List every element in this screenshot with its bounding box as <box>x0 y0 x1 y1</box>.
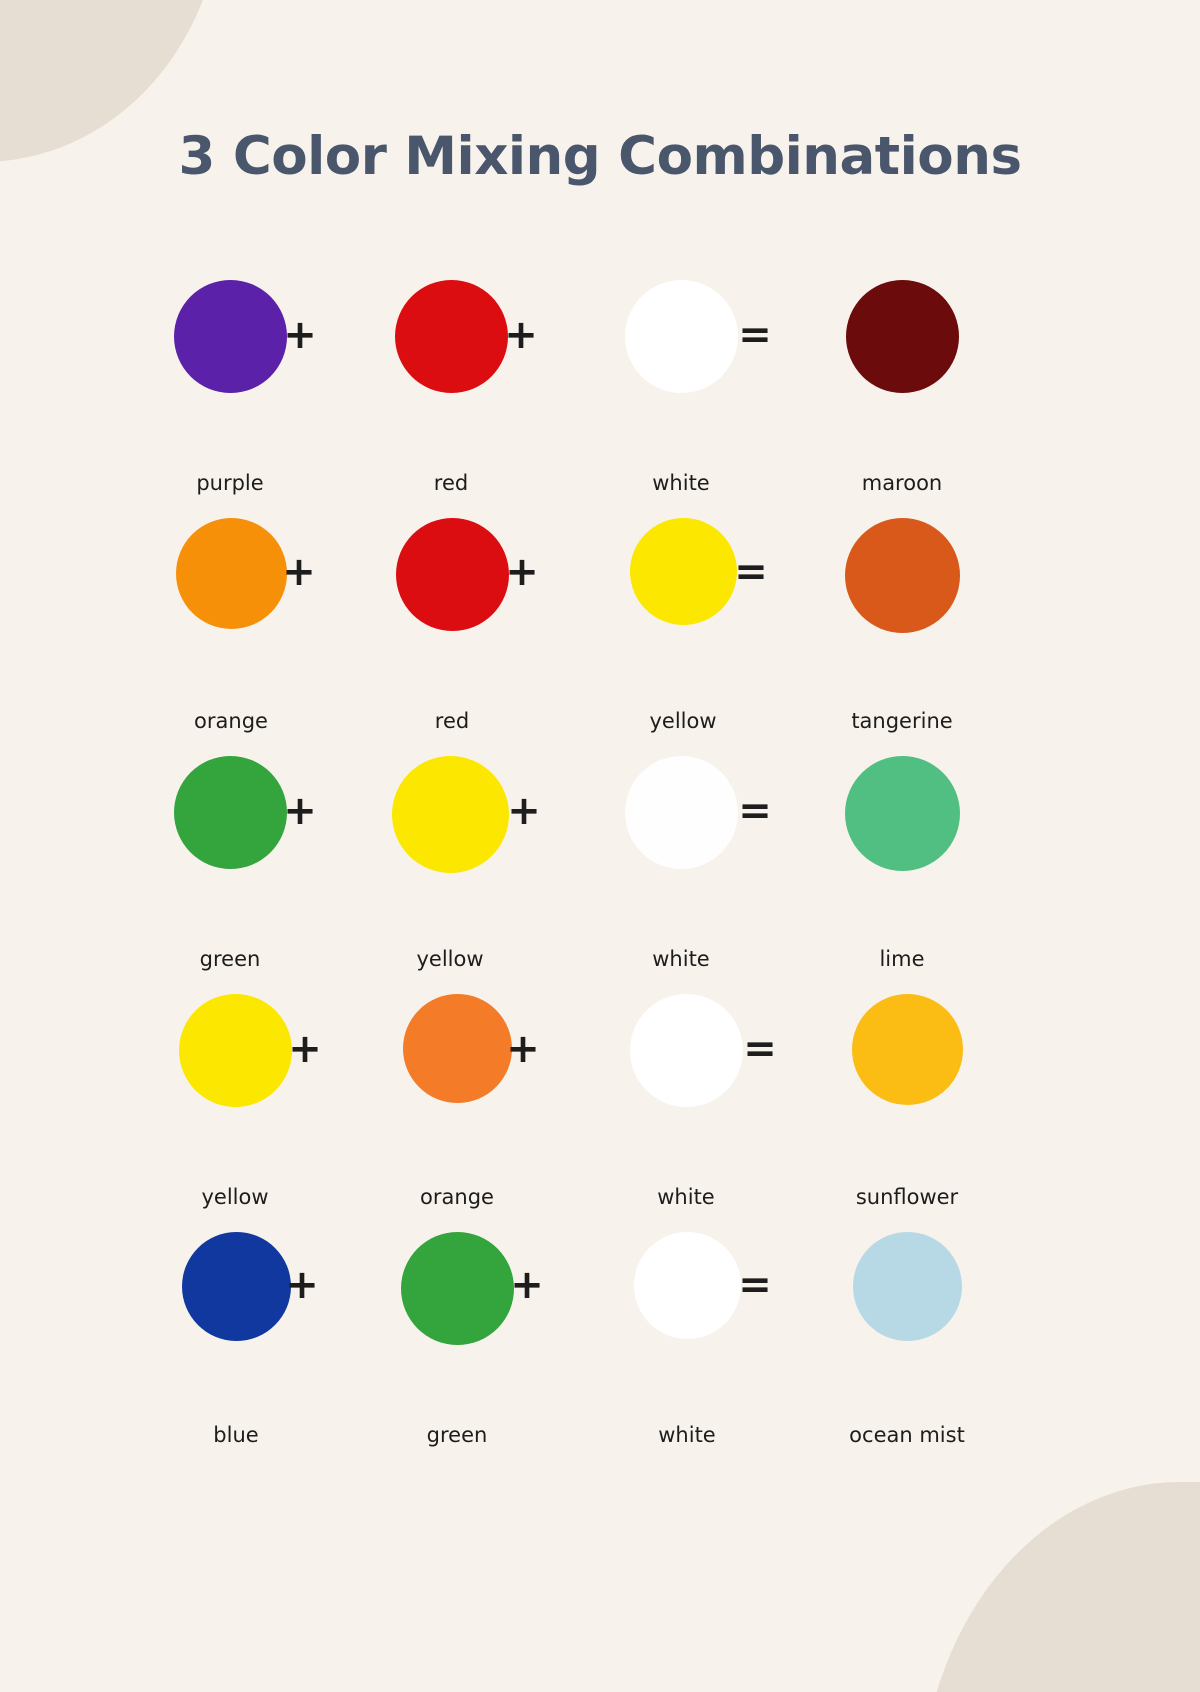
result-color-cell <box>814 1232 1000 1447</box>
input-color-label: red <box>434 709 470 733</box>
color-combination-row <box>120 994 1080 1232</box>
input-color-label: orange <box>420 1185 494 1209</box>
input-color-label: green <box>426 1423 488 1447</box>
plus-operator: + <box>283 787 317 834</box>
input-color-label: orange <box>194 709 268 733</box>
color-combination-row <box>120 518 1080 756</box>
plus-operator: + <box>507 787 541 834</box>
input-color-label: white <box>658 1423 716 1447</box>
result-color-label: tangerine <box>851 709 953 733</box>
input-color-label: yellow <box>649 709 717 733</box>
result-color-cell <box>809 756 995 971</box>
input-color-label: white <box>657 1185 715 1209</box>
equals-operator: = <box>743 1025 777 1072</box>
decorative-blob-bottom-right <box>920 1482 1200 1692</box>
color-combination-row <box>120 280 1080 518</box>
result-color-cell <box>809 518 995 733</box>
input-color-label: purple <box>196 471 264 495</box>
page-title: 3 Color Mixing Combinations <box>178 126 1022 187</box>
equals-operator: = <box>738 311 772 358</box>
result-color-cell <box>809 280 995 495</box>
plus-operator: + <box>510 1261 544 1308</box>
equals-operator: = <box>738 1261 772 1308</box>
input-color-label: white <box>652 947 710 971</box>
result-color-swatch <box>846 280 959 393</box>
result-color-swatch <box>845 756 960 871</box>
result-color-label: ocean mist <box>849 1423 965 1447</box>
result-color-swatch <box>852 994 963 1105</box>
plus-operator: + <box>285 1261 319 1308</box>
color-combination-list <box>120 280 1080 1470</box>
color-combination-row <box>120 756 1080 994</box>
plus-operator: + <box>282 548 316 595</box>
equals-operator: = <box>738 787 772 834</box>
input-color-label: yellow <box>416 947 484 971</box>
input-color-label: green <box>199 947 261 971</box>
input-color-label: yellow <box>201 1185 269 1209</box>
result-color-swatch <box>845 518 960 633</box>
plus-operator: + <box>506 1025 540 1072</box>
result-color-label: sunflower <box>855 1185 959 1209</box>
input-color-label: white <box>652 471 710 495</box>
result-color-label: lime <box>879 947 925 971</box>
plus-operator: + <box>504 311 538 358</box>
color-combination-row <box>120 1232 1080 1470</box>
result-color-label: maroon <box>861 471 943 495</box>
equals-operator: = <box>734 548 768 595</box>
plus-operator: + <box>283 311 317 358</box>
result-color-cell <box>814 994 1000 1209</box>
plus-operator: + <box>505 548 539 595</box>
plus-operator: + <box>288 1025 322 1072</box>
input-color-label: red <box>433 471 469 495</box>
result-color-swatch <box>853 1232 962 1341</box>
input-color-label: blue <box>213 1423 259 1447</box>
